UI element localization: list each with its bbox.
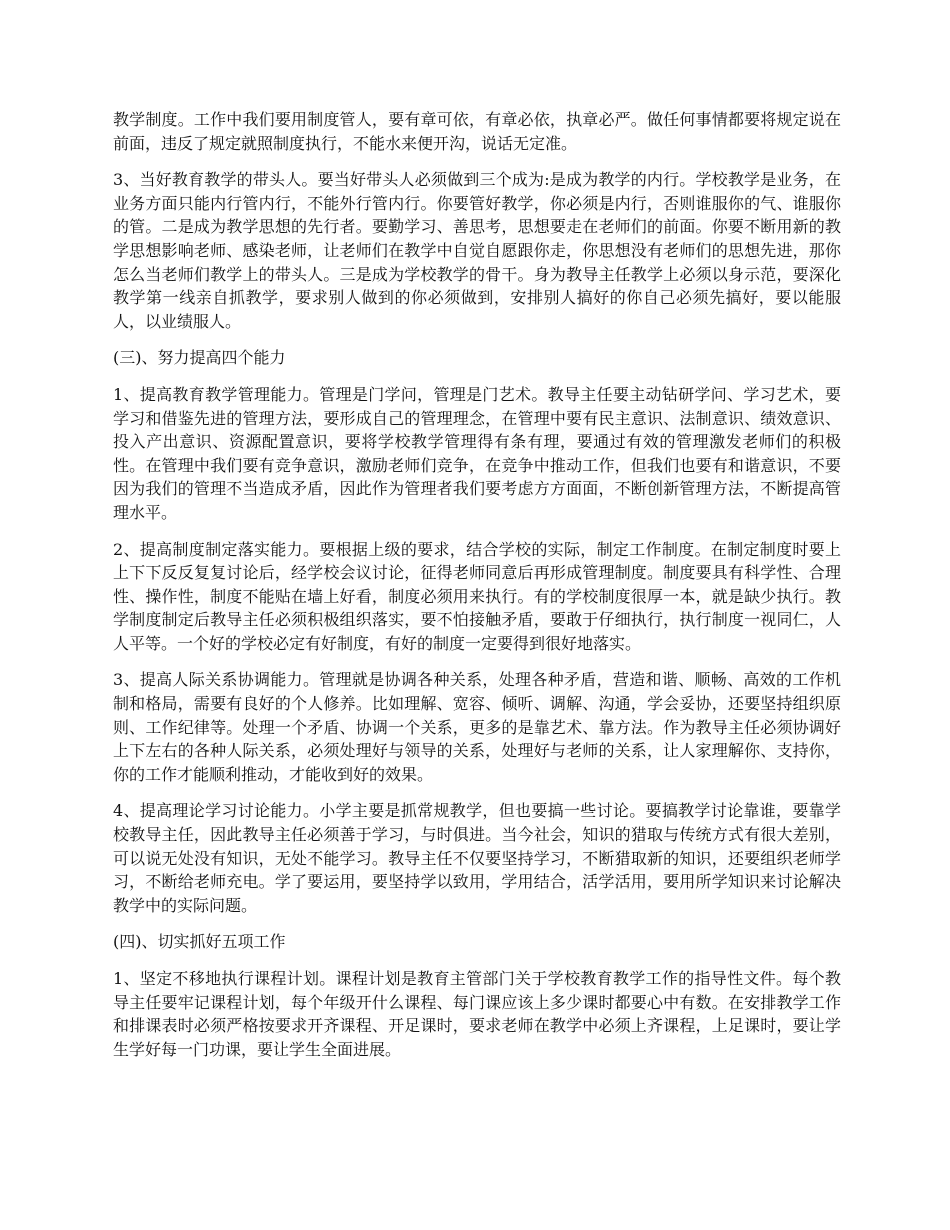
paragraph-ability-2: 2、提高制度制定落实能力。要根据上级的要求，结合学校的实际，制定工作制度。在制定制度时要上上下下反反复复讨论后，经学校会议讨论，征得老师同意后再形成管理制度。制度要具有科学性、合理性、操作性，制度不能贴在墙上好看，制度必须用来执行。有的学校制度很厚一本，就是缺少执行。教学制度制定后教导主任必须积极组织落实，要不怕接触矛盾，要敢于仔细执行，执行制度一视同仁，人人平等。一个好的学校必定有好制度，有好的制度一定要得到很好地落实。 — [113, 539, 841, 653]
section-heading-four: (四)、切实抓好五项工作 — [113, 932, 286, 952]
section-heading-three: (三)、努力提高四个能力 — [113, 348, 286, 368]
paragraph-ability-1: 1、提高教育教学管理能力。管理是门学问，管理是门艺术。教导主任要主动钻研学问、学习艺术，要学习和借鉴先进的管理方法，要形成自己的管理理念，在管理中要有民主意识、法制意识、绩效意识、投入产出意识、资源配置意识，要将学校教学管理得有条有理，要通过有效的管理激发老师们的积极性。在管理中我们要有竞争意识，激励老师们竞争，在竞争中推动工作，但我们也要有和谐意识，不要因为我们的管理不当造成矛盾，因此作为管理者我们要考虑方方面面，不断创新管理方法，不断提高管理水平。 — [113, 384, 841, 522]
paragraph-leader: 3、当好教育教学的带头人。要当好带头人必须做到三个成为:是成为教学的内行。学校教学是业务，在业务方面只能内行管内行，不能外行管内行。你要管好教学，你必须是内行，否则谁服你的气、谁服你的管。二是成为教学思想的先行者。要勤学习、善思考，思想要走在老师们的前面。你要不断用新的教学思想影响老师、感染老师，让老师们在教学中自觉自愿跟你走，你思想没有老师们的思想先进，那你怎么当老师们教学上的带头人。三是成为学校教学的骨干。身为教导主任教学上必须以身示范，要深化教学第一线亲自抓教学，要求别人做到的你必须做到，安排别人搞好的你自己必须先搞好，要以能服人，以业绩服人。 — [113, 170, 841, 331]
document-body — [113, 108, 841, 1074]
paragraph-ability-4: 4、提高理论学习讨论能力。小学主要是抓常规教学，但也要搞一些讨论。要搞教学讨论靠谁，要靠学校教导主任，因此教导主任必须善于学习，与时俱进。当今社会，知识的猎取与传统方式有很大差别，可以说无处没有知识，无处不能学习。教导主任不仅要坚持学习，不断猎取新的知识，还要组织老师学习，不断给老师充电。学了要运用，要坚持学以致用，学用结合，活学活用，要用所学知识来讨论解决教学中的实际问题。 — [113, 801, 841, 915]
paragraph-work-1: 1、坚定不移地执行课程计划。课程计划是教育主管部门关于学校教育教学工作的指导性文件。每个教导主任要牢记课程计划，每个年级开什么课程、每门课应该上多少课时都要心中有数。在安排教学工作和排课表时必须严格按要求开齐课程、开足课时，要求老师在教学中必须上齐课程，上足课时，要让学生学好每一门功课，要让学生全面进展。 — [113, 969, 841, 1059]
paragraph-intro: 教学制度。工作中我们要用制度管人，要有章可依，有章必依，执章必严。做任何事情都要将规定说在前面，违反了规定就照制度执行，不能水来便开沟，说话无定准。 — [113, 110, 841, 153]
paragraph-ability-3: 3、提高人际关系协调能力。管理就是协调各种关系，处理各种矛盾，营造和谐、顺畅、高效的工作机制和格局，需要有良好的个人修养。比如理解、宽容、倾听、调解、沟通，学会妥协，还要坚持组织原则、工作纪律等。处理一个矛盾、协调一个关系，更多的是靠艺术、靠方法。作为教导主任必须协调好上下左右的各种人际关系，必须处理好与领导的关系，处理好与老师的关系，让人家理解你、支持你，你的工作才能顺利推动，才能收到好的效果。 — [113, 670, 841, 784]
